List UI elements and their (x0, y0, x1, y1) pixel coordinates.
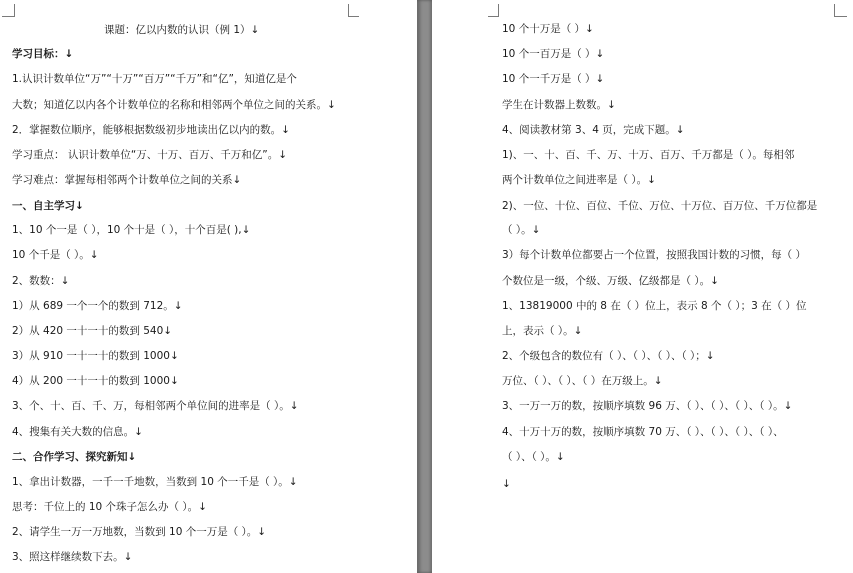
text-line: 1)、一、十、百、千、万、十万、百万、千万都是（ ）。每相邻 (502, 149, 795, 161)
text-line: 1.认识计数单位“万”“十万”“百万”“千万”和“亿”，知道亿是个 (12, 73, 297, 85)
crop-mark-top-right (834, 4, 847, 17)
text-line: 2）从 420 一十一十的数到 540↓ (12, 325, 173, 337)
text-line: 4、搜集有关大数的信息。↓ (12, 426, 143, 438)
text-line: 3、个、十、百、千、万，每相邻两个单位间的进率是（ ）。↓ (12, 400, 299, 412)
text-line: 3）每个计数单位都要占一个位置，按照我国计数的习惯，每（ ） (502, 249, 807, 261)
crop-mark-top-right (348, 4, 359, 17)
text-line: 10 个十万是（ ）↓ (502, 23, 594, 35)
text-line: 1、拿出计数器，一千一千地数，当数到 10 个一千是（ ）。↓ (12, 476, 298, 488)
text-line: 学习目标：↓ (12, 48, 74, 60)
page-title: 课题：亿以内数的认识（例 1）↓ (104, 24, 260, 36)
text-line: 1、10 个一是（ ），10 个十是（ ），十个百是( ),↓ (12, 224, 251, 236)
paragraph-mark: ↓ (502, 478, 511, 490)
text-line: 万位、（ ）、（ ）、（ ）在万级上。↓ (502, 375, 663, 387)
text-line: 10 个一百万是（ ）↓ (502, 48, 605, 60)
text-line: 1、13819000 中的 8 在（ ）位上，表示 8 个（ ）；3 在（ ）位 (502, 300, 807, 312)
text-line: 1）从 689 一个一个的数到 712。↓ (12, 300, 183, 312)
text-line: 3）从 910 一十一十的数到 1000↓ (12, 350, 179, 362)
text-line: 思考：千位上的 10 个珠子怎么办（ ）。↓ (12, 501, 207, 513)
text-line: 10 个一千万是（ ）↓ (502, 73, 605, 85)
text-line: 4）从 200 一十一十的数到 1000↓ (12, 375, 179, 387)
text-line: 上，表示（ ）。↓ (502, 325, 583, 337)
text-line: 两个计数单位之间进率是（ ）。↓ (502, 174, 656, 186)
text-line: （ ）、（ ）。↓ (502, 451, 565, 463)
text-line: 10 个千是（ ）。↓ (12, 249, 99, 261)
document-page-right (432, 0, 853, 573)
text-line: 2、数数：↓ (12, 275, 70, 287)
page-gutter (417, 0, 432, 573)
text-line: 学生在计数器上数数。↓ (502, 99, 616, 111)
text-line: 学习难点：掌握每相邻两个计数单位之间的关系↓ (12, 174, 242, 186)
section-heading: 一、自主学习↓ (12, 200, 84, 212)
crop-mark-top-left (2, 4, 15, 17)
text-line: 2、请学生一万一万地数，当数到 10 个一万是（ ）。↓ (12, 526, 267, 538)
text-line: 学习重点： 认识计数单位“万、十万、百万、千万和亿”。↓ (12, 149, 288, 161)
section-heading: 二、合作学习、探究新知↓ (12, 451, 137, 463)
text-line: 2、个级包含的数位有（ ）、（ ）、（ ）、（ ）；↓ (502, 350, 715, 362)
text-line: 3、一万一万的数，按顺序填数 96 万、（ ）、（ ）、（ ）、（ ）。↓ (502, 400, 793, 412)
text-line: 4、阅读教材第 3、4 页，完成下题。↓ (502, 124, 685, 136)
crop-mark-top-left (488, 4, 499, 17)
text-line: （ ）。↓ (502, 224, 541, 236)
document-page-left (0, 0, 417, 573)
text-line: 个数位是一级，个级、万级、亿级都是（ ）。↓ (502, 275, 719, 287)
text-line: 2)、一位、十位、百位、千位、万位、十万位、百万位、千万位都是 (502, 200, 818, 212)
text-line: 3、照这样继续数下去。↓ (12, 551, 133, 563)
text-line: 大数；知道亿以内各个计数单位的名称和相邻两个单位之间的关系。↓ (12, 99, 336, 111)
text-line: 2．掌握数位顺序，能够根据数级初步地读出亿以内的数。↓ (12, 124, 290, 136)
text-line: 4、十万十万的数，按顺序填数 70 万、（ ）、（ ）、（ ）、（ ）、 (502, 426, 784, 438)
